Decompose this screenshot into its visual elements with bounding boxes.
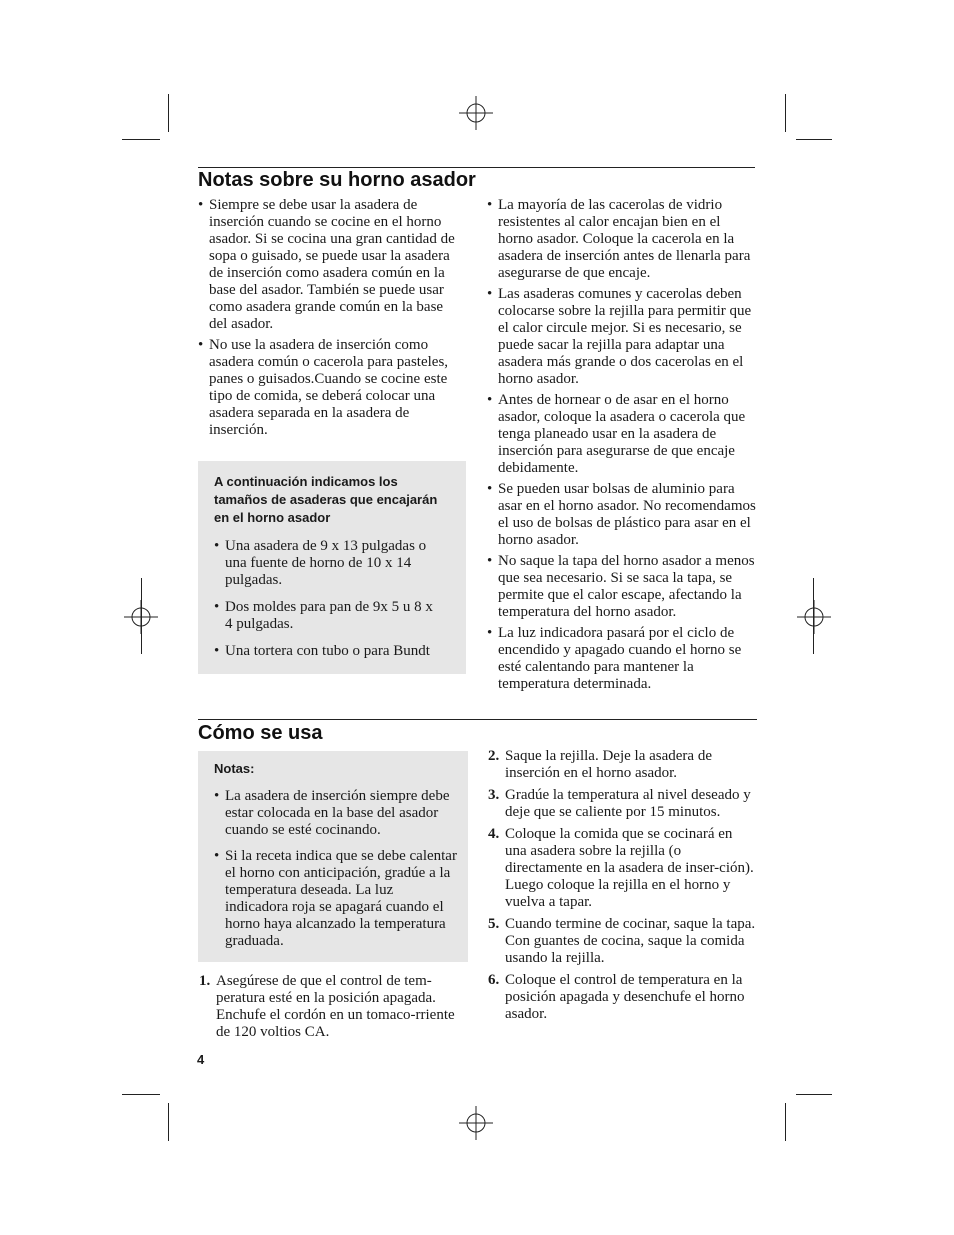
step-item [199, 973, 464, 1041]
list-item: • Dos moldes para pan de 9x 5 u 8 x 4 pulgadas. [214, 599, 437, 633]
step-item [488, 972, 757, 1023]
list-item: • La mayoría de las cacerolas de vidrio resistentes al calor encajan bien en el horno asador. Coloque la cacerola en la asadera de inserción antes de llenarla para asegurarse de que encaje. [487, 197, 759, 282]
crop-mark [796, 139, 832, 140]
registration-mark-icon [459, 96, 493, 130]
step-number: 1. [199, 973, 211, 989]
list-item: • Si la receta indica que se debe calentar el horno con anticipación, gradúe a la temperatura deseada. La luz indicadora roja se apagará cuando el horno haya alcanzado la temperatura graduada. [214, 848, 458, 950]
step-number: 4. [488, 826, 500, 842]
crop-mark [168, 94, 169, 132]
steps-list-left [199, 973, 464, 1046]
list-item: • Una asadera de 9 x 13 pulgadas o una fuente de horno de 10 x 14 pulgadas. [214, 538, 437, 589]
step-text: Saque la rejilla. Deje la asadera de inserción en el horno asador. [505, 748, 712, 781]
left-bullet-list [198, 197, 460, 443]
panel-heading: A continuación indicamos los tamaños de asaderas que encajarán en el horno asador [214, 474, 438, 525]
section-rule [198, 719, 757, 720]
list-item: • Una tortera con tubo o para Bundt [214, 643, 454, 660]
list-item: • Antes de hornear o de asar en el horno asador, coloque la asadera o cacerola que tenga planeado usar en la asadera de inserción para asegurarse de que encaje debidamente. [487, 392, 759, 477]
step-number: 3. [488, 787, 500, 803]
right-bullet-list [487, 197, 759, 697]
registration-mark-icon [459, 1106, 493, 1140]
panel-list [214, 538, 454, 660]
step-item [488, 787, 757, 821]
step-text: Coloque el control de temperatura en la posición apagada y desenchufe el horno asador. [505, 972, 745, 1022]
crop-mark [168, 1103, 169, 1141]
list-item: • Se pueden usar bolsas de aluminio para asar en el horno asador. No recomendamos el uso de bolsas de plástico para asar en el horno asador. [487, 481, 759, 549]
crop-mark [785, 94, 786, 132]
list-item: • No saque la tapa del horno asador a menos que sea necesario. Si se saca la tapa, se permite que el calor escape, afectando la temperatura del horno asador. [487, 553, 759, 621]
crop-mark [122, 1094, 160, 1095]
list-item: • No use la asadera de inserción como asadera común o cacerola para pasteles, panes o guisados.Cuando se cocine este tipo de comida, se deberá colocar una asadera separada en la asadera de inserción. [198, 337, 460, 439]
crop-mark [796, 1094, 832, 1095]
crop-mark [122, 139, 160, 140]
list-item: • La asadera de inserción siempre debe estar colocada en la base del asador cuando se esté cocinando. [214, 788, 458, 839]
step-item [488, 916, 757, 967]
crop-mark [813, 578, 814, 654]
list-item: • Siempre se debe usar la asadera de inserción cuando se cocine en el horno asador. Si se cocina una gran cantidad de sopa o guisado, se puede usar la asadera de inserción como asadera común en la base del asador. También se puede usar como asadera grande común en la base del asador. [198, 197, 460, 333]
list-item: • La luz indicadora pasará por el ciclo de encendido y apagado cuando el horno se esté calentando para mantener la temperatura determinada. [487, 625, 759, 693]
step-text: Gradúe la temperatura al nivel deseado y deje que se caliente por 15 minutos. [505, 787, 751, 820]
panel-heading: Notas: [214, 761, 255, 776]
step-number: 2. [488, 748, 500, 764]
step-item [488, 826, 757, 911]
step-number: 5. [488, 916, 500, 932]
panel-list [214, 788, 458, 950]
list-item: • Las asaderas comunes y cacerolas deben colocarse sobre la rejilla para permitir que el calor circule mejor. Si es necesario, se puede sacar la rejilla para adaptar una asadera más grande o dos cacerolas en el horno asador. [487, 286, 759, 388]
step-text: Asegúrese de que el control de tem-peratura esté en la posición apagada. Enchufe el cordón en un tomaco-rriente de 120 voltios CA. [216, 973, 455, 1040]
notes-panel [198, 751, 468, 962]
step-number: 6. [488, 972, 500, 988]
page-number: 4 [197, 1052, 205, 1067]
steps-list-right [488, 748, 757, 1028]
step-text: Coloque la comida que se cocinará en una asadera sobre la rejilla (o directamente en la asadera de inser-ción). Luego coloque la rejilla en el horno y vuelva a tapar. [505, 826, 754, 910]
registration-mark-icon [797, 600, 831, 634]
section-heading: Cómo se usa [198, 722, 323, 744]
crop-mark [141, 578, 142, 654]
step-item [488, 748, 757, 782]
pan-sizes-panel [198, 461, 466, 674]
crop-mark [785, 1103, 786, 1141]
section-heading: Notas sobre su horno asador [198, 169, 476, 191]
step-text: Cuando termine de cocinar, saque la tapa. Con guantes de cocina, saque la comida usando la rejilla. [505, 916, 756, 966]
